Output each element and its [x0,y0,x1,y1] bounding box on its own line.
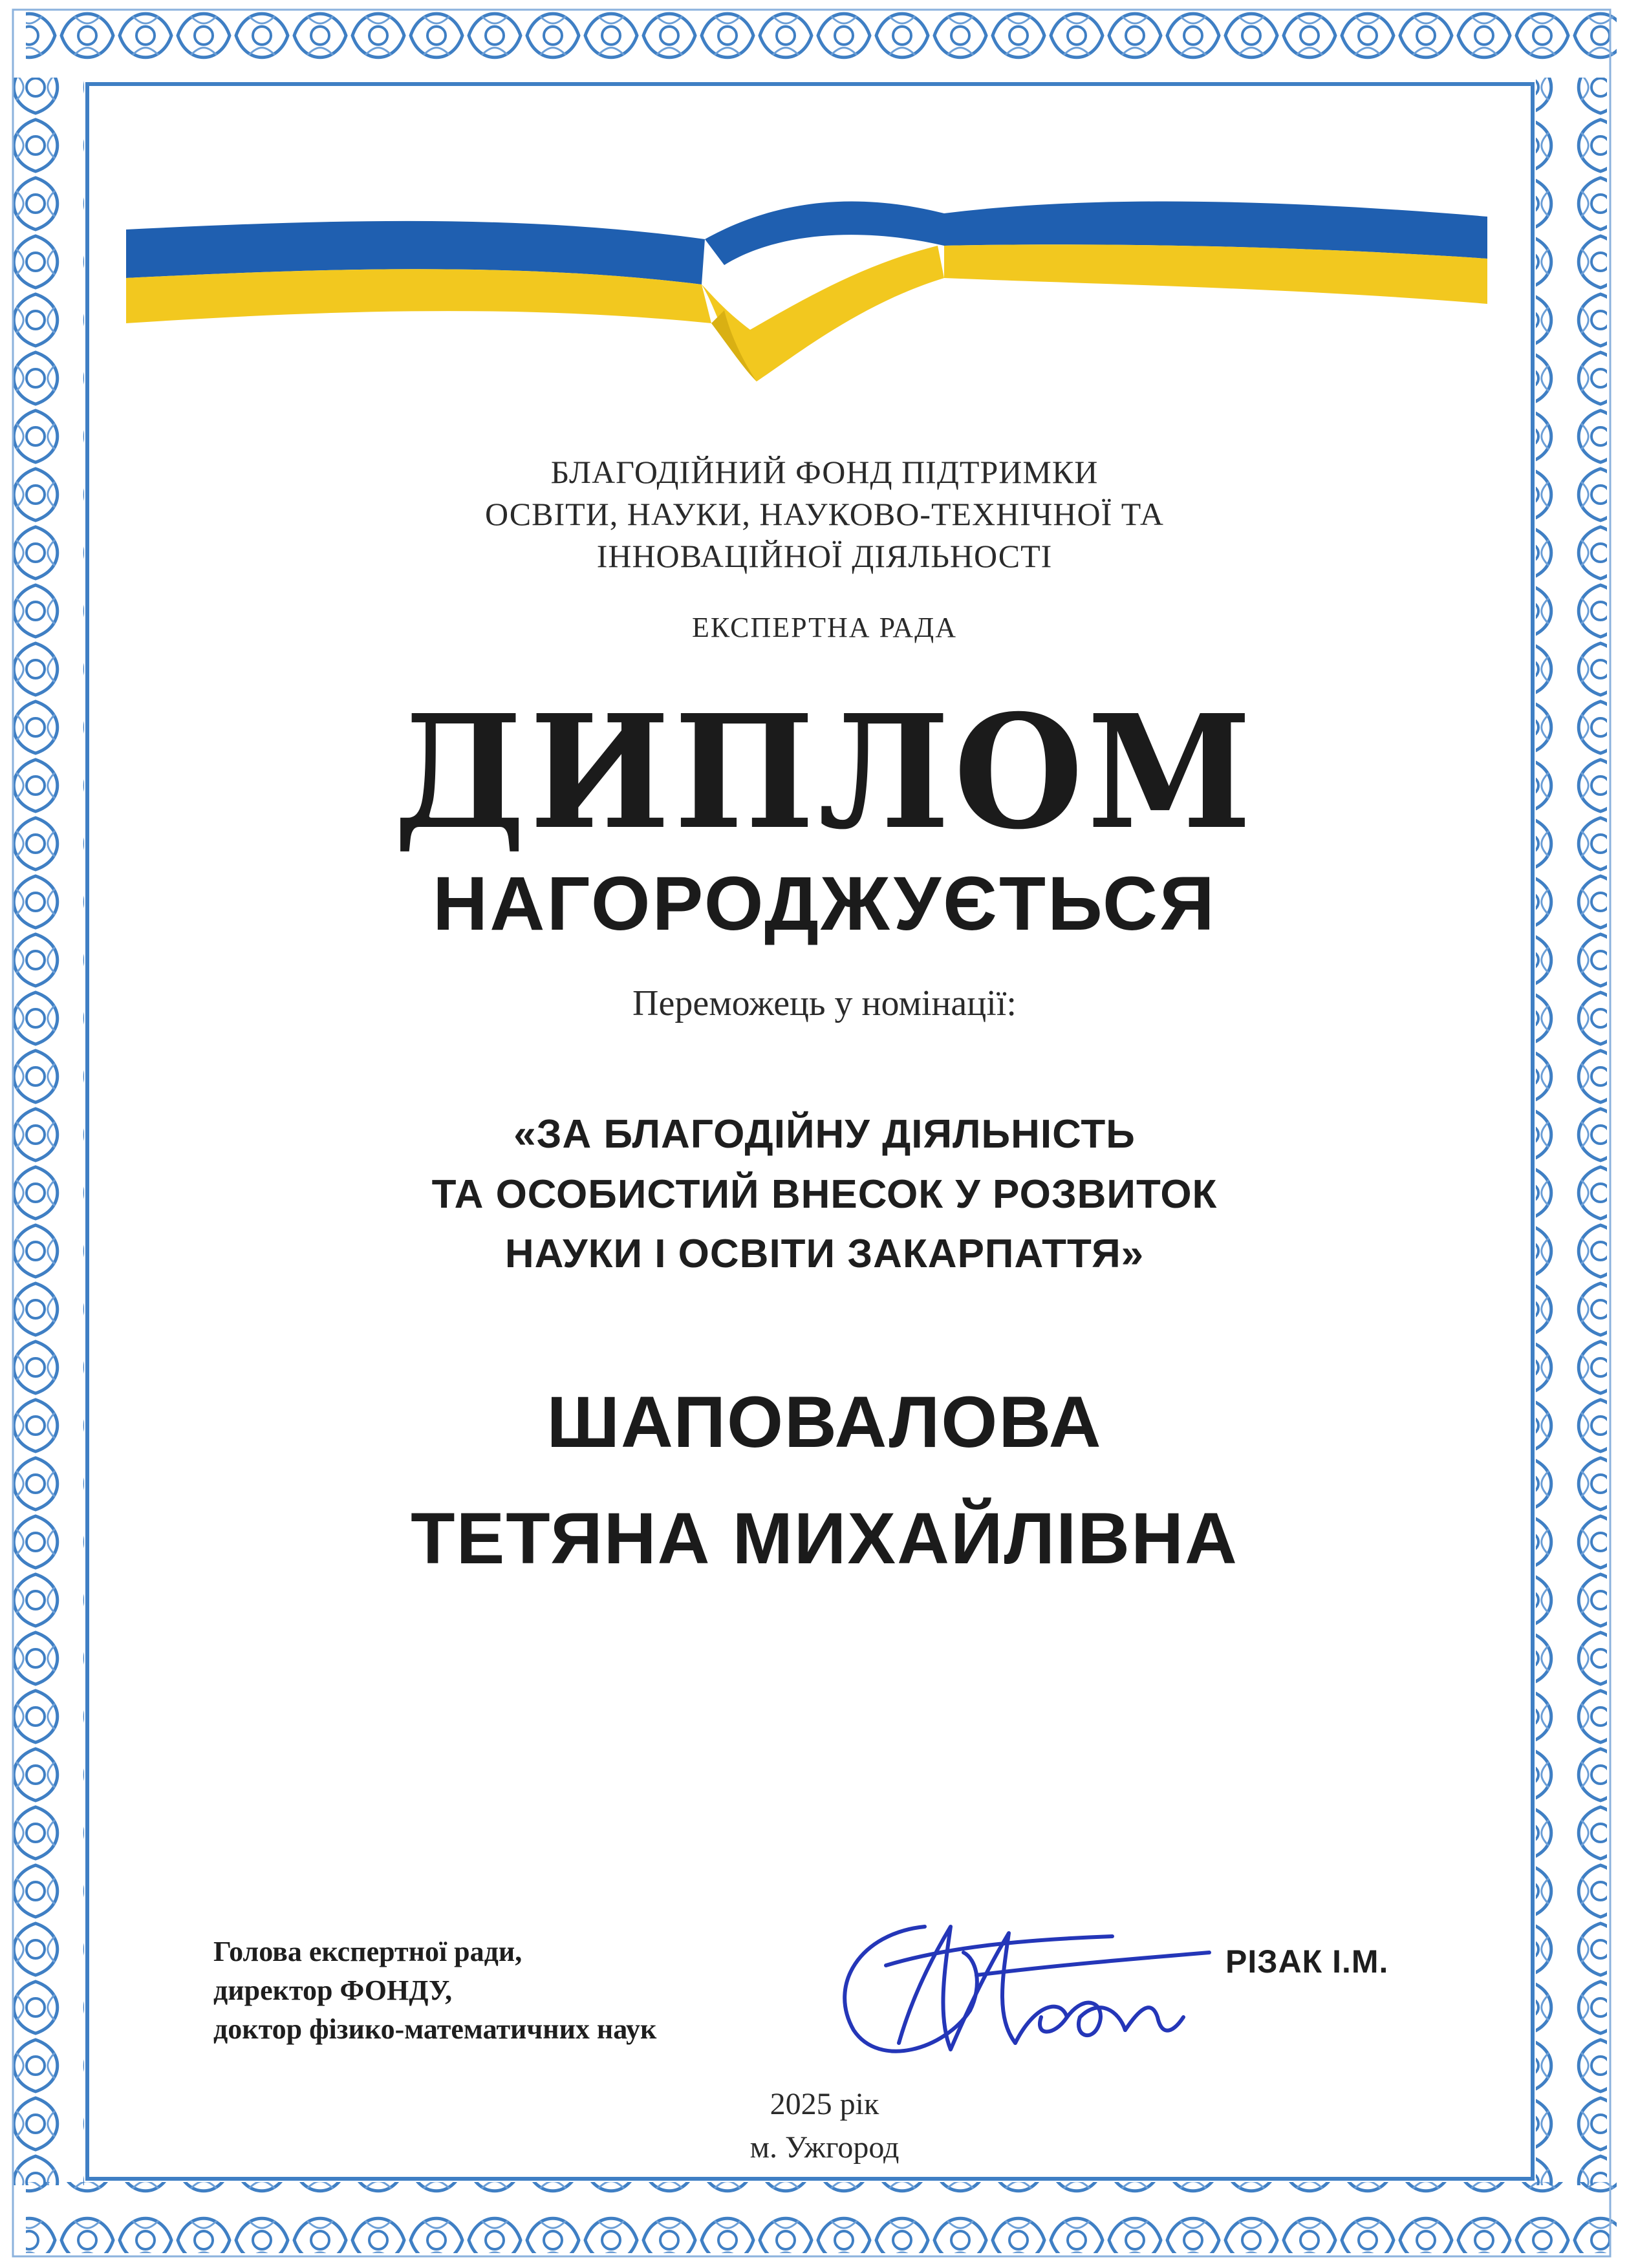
recipient-surname: ШАПОВАЛОВА [546,1382,1103,1462]
expert-council: ЕКСПЕРТНА РАДА [692,612,957,643]
nomination-line-3: НАУКИ І ОСВІТИ ЗАКАРПАТТЯ» [504,1232,1145,1276]
handwritten-signature [821,1888,1235,2082]
org-name-line-2: ОСВІТИ, НАУКИ, НАУКОВО-ТЕХНІЧНОЇ ТА [485,496,1164,532]
nomination-line-2: ТА ОСОБИСТИЙ ВНЕСОК У РОЗВИТОК [431,1172,1218,1217]
signer-title-line-1: Голова експертної ради, [213,1936,523,1967]
city: м. Ужгород [749,2130,900,2165]
signer-title-line-3: доктор фізико-математичних наук [213,2013,657,2045]
winner-label: Переможець у номінації: [632,983,1017,1023]
org-name-line-1: БЛАГОДІЙНИЙ ФОНД ПІДТРИМКИ [550,454,1099,490]
org-name-line-3: ІННОВАЦІЙНОЇ ДІЯЛЬНОСТІ [596,538,1053,574]
flag-ribbon [0,0,1649,453]
recipient-given-names: ТЕТЯНА МИХАЙЛІВНА [411,1498,1238,1579]
signer-title-line-2: директор ФОНДУ, [213,1974,453,2006]
diploma-title: ДИПЛОМ [393,681,1256,864]
nomination-line-1: «ЗА БЛАГОДІЙНУ ДІЯЛЬНІСТЬ [513,1112,1136,1157]
awarded-heading: НАГОРОДЖУЄТЬСЯ [433,861,1216,947]
signer-name: РІЗАК І.М. [1225,1943,1389,1980]
year: 2025 рік [770,2087,879,2121]
